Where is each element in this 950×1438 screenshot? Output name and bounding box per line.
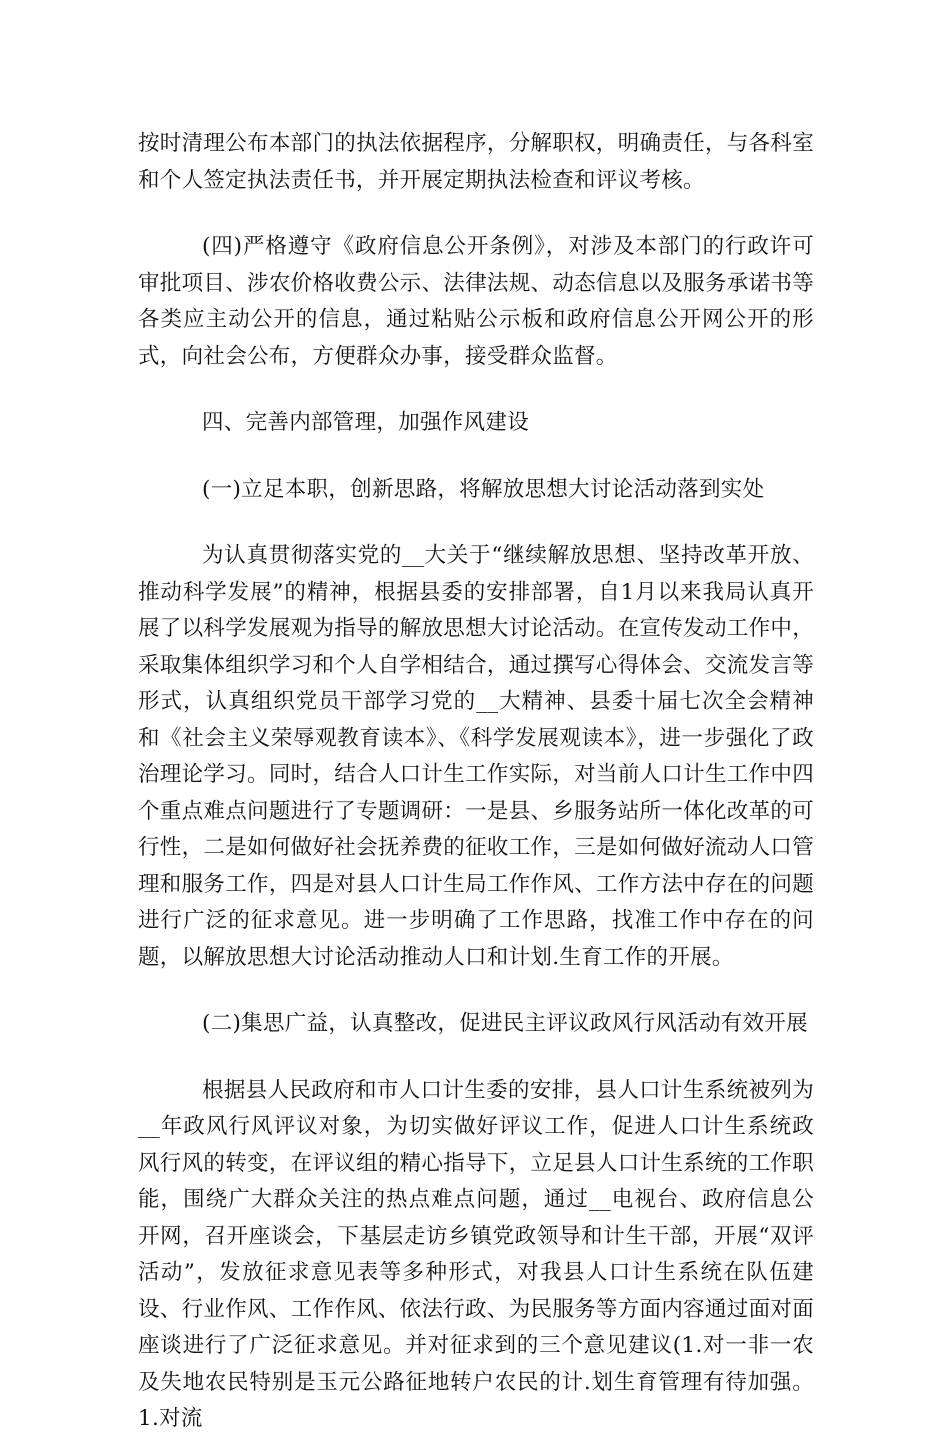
paragraph-evaluation: 根据县人民政府和市人口计生委的安排，县人口计生系统被列为__年政风行风评议对象，为切实做好评议工作，促进人口计生系统政风行风的转变，在评议组的精心指导下，立足县人口计生系统的工作职能，围绕广大群众关注的热点难点问题，通过__电视台、政府信息公开网，召开座谈会，下基层走访乡镇党政领导和计生干部，开展“双评活动”，发放征求意见表等多种形式，对我县人口计生系统在队伍建设、行业作风、工作作风、依法行政、为民服务等方面内容通过面对面座谈进行了广泛征求意见。并对征求到的三个意见建议(1.对一非一农及失地农民特别是玉元公路征地转户农民的计.划生育管理有待加强。1.对流: [138, 1077, 814, 1431]
paragraph-spacer: [138, 375, 814, 405]
paragraph-spacer: [138, 442, 814, 472]
paragraph-discussion-activity: 为认真贯彻落实党的__大关于“继续解放思想、坚持改革开放、推动科学发展”的精神，根据县委的安排部署，自1月以来我局认真开展了以科学发展观为指导的解放思想大讨论活动。在宣传发动工作中，采取集体组织学习和个人自学相结合，通过撰写心得体会、交流发言等形式，认真组织党员干部学习党的__大精神、县委十届七次全会精神和《社会主义荣辱观教育读本》、《科学发展观读本》，进一步强化了政治理论学习。同时，结合人口计生工作实际，对当前人口计生工作中四个重点难点问题进行了专题调研：一是县、乡服务站所一体化改革的可行性，二是如何做好社会抚养费的征收工作，三是如何做好流动人口管理和服务工作，四是对县人口计生局工作作风、工作方法中存在的问题进行广泛的征求意见。进一步明确了工作思路，找准工作中存在的问题，以解放思想大讨论活动推动人口和计划.生育工作的开展。: [138, 543, 814, 970]
subsection-heading-two: (二)集思广益，认真整改，促进民主评议政风行风活动有效开展: [202, 1011, 808, 1036]
paragraph-spacer: [138, 199, 814, 229]
paragraph-spacer: [138, 976, 814, 1006]
subsection-heading-one: (一)立足本职，创新思路，将解放思想大讨论活动落到实处: [202, 476, 765, 502]
paragraph-continuation: 按时清理公布本部门的执法依据程序，分解职权，明确责任，与各科室和个人签定执法责任书，并开展定期执法检查和评议考核。: [138, 131, 814, 193]
paragraph-spacer: [138, 508, 814, 538]
document-page: [138, 126, 814, 1438]
paragraph-item-four: (四)严格遵守《政府信息公开条例》，对涉及本部门的行政许可审批项目、涉农价格收费公示、法律法规、动态信息以及服务承诺书等各类应主动公开的信息，通过粘贴公示板和政府信息公开网公开的形式，向社会公布，方便群众办事，接受群众监督。: [138, 234, 814, 369]
paragraph-spacer: [138, 1043, 814, 1073]
section-heading: 四、完善内部管理，加强作风建设: [202, 410, 530, 435]
